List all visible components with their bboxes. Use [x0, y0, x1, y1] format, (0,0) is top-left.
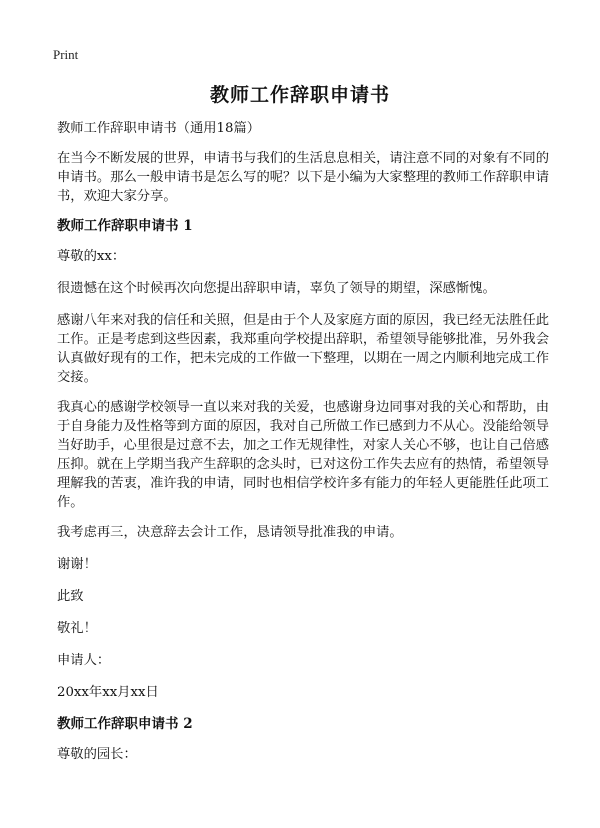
thanks-line: 谢谢！ [57, 557, 97, 572]
salutation-2: 尊敬的园长： [57, 747, 137, 762]
salutation-1: 尊敬的xx： [57, 249, 126, 264]
intro-paragraph: 在当今不断发展的世界，申请书与我们的生活息息相关，请注意不同的对象有不同的申请书。那么一般申请书是怎么写的呢？以下是小编为大家整理的教师工作辞职申请书，欢迎大家分享。 [57, 151, 549, 204]
closing-line-1: 此致 [57, 589, 84, 604]
section-heading-1: 教师工作辞职申请书 1 [57, 218, 193, 234]
document-body [57, 119, 549, 777]
applicant-line: 申请人： [57, 653, 111, 668]
document-title: 教师工作辞职申请书 [209, 84, 390, 106]
section-heading-2: 教师工作辞职申请书 2 [57, 716, 193, 732]
paragraph-1: 很遗憾在这个时候再次向您提出辞职申请，辜负了领导的期望，深感惭愧。 [57, 281, 496, 296]
document-subtitle: 教师工作辞职申请书（通用18篇） [57, 121, 261, 136]
print-link[interactable]: Print [53, 47, 79, 62]
paragraph-4: 我考虑再三，决意辞去会计工作，恳请领导批准我的申请。 [57, 525, 403, 540]
closing-line-2: 敬礼！ [57, 621, 97, 636]
paragraph-3: 我真心的感谢学校领导一直以来对我的关爱，也感谢身边同事对我的关心和帮助，由于自身能力及性格等到方面的原因，我对自己所做工作已感到力不从心。没能给领导当好助手，心里很是过意不去，加之工作无规律性，对家人关心不够，也让自己倍感压抑。就在上学期当我产生辞职的念头时，已对这份工作失去应有的热情，希望领导理解我的苦衷，准许我的申请，同时也相信学校许多有能力的年轻人更能胜任此项工作。 [57, 400, 549, 510]
date-line: 20xx年xx月xx日 [57, 685, 159, 700]
paragraph-2: 感谢八年来对我的信任和关照，但是由于个人及家庭方面的原因，我已经无法胜任此工作。正是考虑到这些因素，我郑重向学校提出辞职，希望领导能够批准，另外我会认真做好现有的工作，把未完成的工作做一下整理，以期在一周之内顺利地完成工作交接。 [57, 313, 549, 385]
